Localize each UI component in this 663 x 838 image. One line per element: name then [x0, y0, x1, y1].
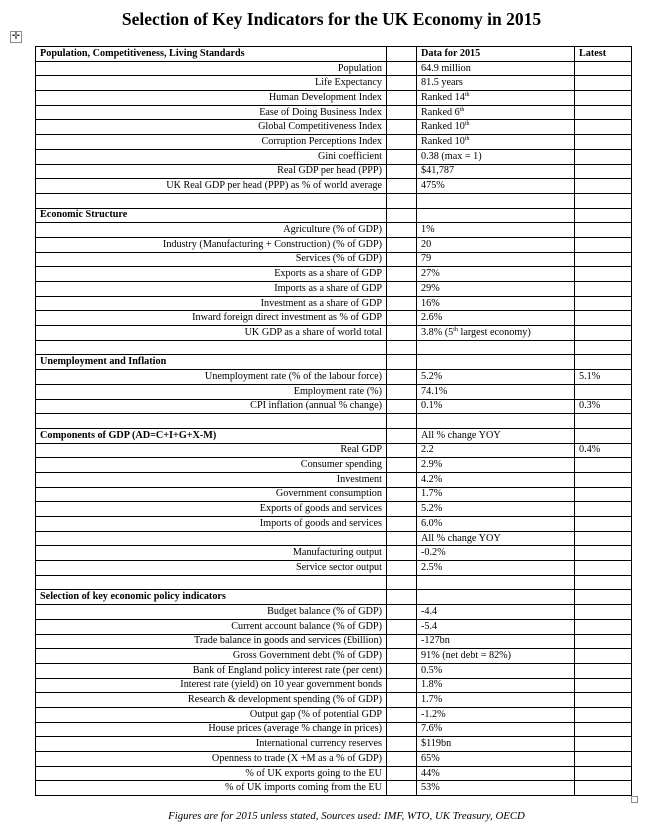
indicator-latest — [575, 458, 632, 473]
table-row — [36, 282, 632, 297]
table-row — [36, 487, 632, 502]
indicator-latest — [575, 663, 632, 678]
table-row — [36, 561, 632, 576]
indicator-value: 53% — [417, 781, 575, 796]
empty-cell — [575, 575, 632, 590]
indicator-label: % of UK exports going to the EU — [36, 766, 387, 781]
table-row — [36, 517, 632, 532]
indicator-label: Industry (Manufacturing + Construction) (% of GDP) — [36, 237, 387, 252]
indicator-value: 81.5 years — [417, 76, 575, 91]
spacer-cell — [387, 590, 417, 605]
indicator-label: Services (% of GDP) — [36, 252, 387, 267]
spacer-cell — [387, 678, 417, 693]
indicator-value: 1.7% — [417, 487, 575, 502]
indicator-latest — [575, 296, 632, 311]
indicator-value: 20 — [417, 237, 575, 252]
indicator-label: Current account balance (% of GDP) — [36, 619, 387, 634]
indicator-label: Investment — [36, 472, 387, 487]
section-header-row — [36, 208, 632, 223]
indicator-value: -4.4 — [417, 605, 575, 620]
subheader-value: All % change YOY — [417, 531, 575, 546]
document-title: Selection of Key Indicators for the UK Economy in 2015 — [121, 9, 542, 29]
column-header-data: Data for 2015 — [417, 47, 575, 62]
empty-cell — [417, 575, 575, 590]
indicator-value — [417, 135, 575, 150]
spacer-cell — [387, 575, 417, 590]
section-header-row — [36, 355, 632, 370]
table-row — [36, 105, 632, 120]
spacer-cell — [387, 443, 417, 458]
value-text: 3.8% (5 — [421, 326, 454, 338]
table-row — [36, 443, 632, 458]
section-header-components: Components of GDP (AD=C+I+G+X-M) — [36, 428, 387, 443]
indicator-label: Budget balance (% of GDP) — [36, 605, 387, 620]
spacer-cell — [387, 531, 417, 546]
indicator-latest — [575, 237, 632, 252]
table-row — [36, 223, 632, 238]
empty-cell — [575, 414, 632, 429]
spacer-cell — [387, 135, 417, 150]
spacer-cell — [387, 737, 417, 752]
indicator-label: Exports of goods and services — [36, 502, 387, 517]
spacer-cell — [387, 340, 417, 355]
section-header-economic-structure: Economic Structure — [36, 208, 387, 223]
spacer-cell — [387, 428, 417, 443]
indicator-label: Openness to trade (X +M as a % of GDP) — [36, 752, 387, 767]
blank-row — [36, 414, 632, 429]
value-text: largest economy) — [457, 326, 531, 338]
indicator-value: 5.2% — [417, 502, 575, 517]
indicator-latest — [575, 649, 632, 664]
indicator-value: -127bn — [417, 634, 575, 649]
indicator-latest — [575, 487, 632, 502]
spacer-cell — [387, 252, 417, 267]
spacer-cell — [387, 487, 417, 502]
indicator-latest — [575, 267, 632, 282]
section-header-policy: Selection of key economic policy indicators — [36, 590, 387, 605]
table-move-handle-icon[interactable]: ✛ — [11, 31, 21, 42]
indicator-label: House prices (average % change in prices) — [36, 722, 387, 737]
spacer-cell — [387, 399, 417, 414]
spacer-cell — [387, 370, 417, 385]
indicator-label: Real GDP per head (PPP) — [36, 164, 387, 179]
indicator-value: 74.1% — [417, 384, 575, 399]
indicator-label: Service sector output — [36, 561, 387, 576]
spacer-cell — [387, 752, 417, 767]
table-row — [36, 458, 632, 473]
value-text: Ranked 14 — [421, 91, 465, 103]
empty-cell — [36, 575, 387, 590]
indicator-value: 16% — [417, 296, 575, 311]
indicator-value: 6.0% — [417, 517, 575, 532]
ordinal-suffix: th — [459, 106, 465, 113]
table-row — [36, 472, 632, 487]
indicator-latest — [575, 472, 632, 487]
indicator-latest: 0.4% — [575, 443, 632, 458]
indicator-label: International currency reserves — [36, 737, 387, 752]
spacer-cell — [387, 91, 417, 106]
table-row — [36, 649, 632, 664]
indicator-label: UK GDP as a share of world total — [36, 326, 387, 341]
indicator-value — [417, 120, 575, 135]
indicator-label: CPI inflation (annual % change) — [36, 399, 387, 414]
section-header-row — [36, 428, 632, 443]
empty-cell — [575, 590, 632, 605]
table-row — [36, 91, 632, 106]
indicator-value: 4.2% — [417, 472, 575, 487]
table-row — [36, 678, 632, 693]
indicator-value: 44% — [417, 766, 575, 781]
spacer-cell — [387, 472, 417, 487]
spacer-cell — [387, 105, 417, 120]
spacer-cell — [387, 458, 417, 473]
indicator-value: -0.2% — [417, 546, 575, 561]
table-header-row — [36, 47, 632, 62]
indicator-latest — [575, 149, 632, 164]
indicator-label: Employment rate (%) — [36, 384, 387, 399]
ordinal-suffix: th — [464, 91, 470, 98]
indicator-label: Human Development Index — [36, 91, 387, 106]
indicator-latest — [575, 678, 632, 693]
indicator-label: Inward foreign direct investment as % of GDP — [36, 311, 387, 326]
indicator-value: 1.7% — [417, 693, 575, 708]
indicator-latest — [575, 707, 632, 722]
indicator-label: % of UK imports coming from the EU — [36, 781, 387, 796]
spacer-cell — [387, 781, 417, 796]
empty-cell — [36, 531, 387, 546]
blank-row — [36, 575, 632, 590]
indicator-label: Imports as a share of GDP — [36, 282, 387, 297]
value-text: Ranked 6 — [421, 106, 460, 118]
indicator-label: UK Real GDP per head (PPP) as % of world average — [36, 179, 387, 194]
spacer-cell — [387, 282, 417, 297]
value-text: Ranked 10 — [421, 121, 465, 133]
indicator-label: Unemployment rate (% of the labour force) — [36, 370, 387, 385]
indicator-latest — [575, 561, 632, 576]
spacer-cell — [387, 707, 417, 722]
indicator-label: Exports as a share of GDP — [36, 267, 387, 282]
indicator-latest — [575, 282, 632, 297]
indicator-label: Trade balance in goods and services (£billion) — [36, 634, 387, 649]
spacer-cell — [387, 179, 417, 194]
spacer-cell — [387, 296, 417, 311]
indicator-label: Population — [36, 61, 387, 76]
spacer-cell — [387, 414, 417, 429]
indicator-value: 65% — [417, 752, 575, 767]
table-row — [36, 120, 632, 135]
indicator-value: 91% (net debt = 82%) — [417, 649, 575, 664]
empty-cell — [417, 414, 575, 429]
section-value — [417, 208, 575, 223]
section-value — [417, 590, 575, 605]
empty-cell — [36, 414, 387, 429]
indicator-value: 27% — [417, 267, 575, 282]
spacer-cell — [387, 722, 417, 737]
table-row — [36, 76, 632, 91]
table-row — [36, 296, 632, 311]
table-row — [36, 370, 632, 385]
indicator-value: -5.4 — [417, 619, 575, 634]
empty-cell — [417, 340, 575, 355]
indicator-latest — [575, 605, 632, 620]
indicator-value — [417, 105, 575, 120]
indicator-label: Output gap (% of potential GDP — [36, 707, 387, 722]
indicator-value: 1.8% — [417, 678, 575, 693]
spacer-cell — [387, 619, 417, 634]
table-row — [36, 179, 632, 194]
indicator-value: 79 — [417, 252, 575, 267]
empty-cell — [575, 428, 632, 443]
footer-note: Figures are for 2015 unless stated, Sources used: IMF, WTO, UK Treasury, OECD — [168, 810, 525, 822]
table-row — [36, 634, 632, 649]
indicator-value: 0.5% — [417, 663, 575, 678]
indicator-latest — [575, 766, 632, 781]
section-value — [417, 355, 575, 370]
table-row — [36, 311, 632, 326]
empty-cell — [575, 355, 632, 370]
indicator-label: Government consumption — [36, 487, 387, 502]
table-row — [36, 752, 632, 767]
indicator-latest — [575, 105, 632, 120]
spacer-cell — [387, 164, 417, 179]
blank-row — [36, 193, 632, 208]
section-header-row — [36, 590, 632, 605]
ordinal-suffix: th — [464, 121, 470, 128]
indicator-label: Gross Government debt (% of GDP) — [36, 649, 387, 664]
indicator-latest — [575, 164, 632, 179]
spacer-cell — [387, 517, 417, 532]
empty-cell — [36, 340, 387, 355]
table-row — [36, 384, 632, 399]
spacer-cell — [387, 267, 417, 282]
table-row — [36, 546, 632, 561]
indicator-value: 64.9 million — [417, 61, 575, 76]
indicator-latest — [575, 693, 632, 708]
indicator-latest — [575, 517, 632, 532]
indicator-value: 2.5% — [417, 561, 575, 576]
spacer-cell — [387, 693, 417, 708]
indicator-value: 0.38 (max = 1) — [417, 149, 575, 164]
table-resize-handle[interactable] — [631, 796, 638, 803]
ordinal-suffix: th — [453, 326, 458, 333]
spacer-cell — [387, 546, 417, 561]
indicator-value: $119bn — [417, 737, 575, 752]
indicator-latest — [575, 619, 632, 634]
indicator-latest — [575, 76, 632, 91]
empty-cell — [575, 531, 632, 546]
table-row — [36, 722, 632, 737]
table-row — [36, 326, 632, 341]
spacer-cell — [387, 634, 417, 649]
empty-cell — [36, 193, 387, 208]
spacer-cell — [387, 649, 417, 664]
indicator-label: Global Competitiveness Index — [36, 120, 387, 135]
indicator-label: Gini coefficient — [36, 149, 387, 164]
spacer-cell — [387, 766, 417, 781]
spacer-cell — [387, 223, 417, 238]
spacer-cell — [387, 208, 417, 223]
spacer-cell — [387, 193, 417, 208]
table-row — [36, 502, 632, 517]
indicator-value: 475% — [417, 179, 575, 194]
indicator-value: 0.1% — [417, 399, 575, 414]
indicator-value — [417, 326, 575, 341]
ordinal-suffix: th — [464, 135, 470, 142]
table-row — [36, 61, 632, 76]
spacer-cell — [387, 502, 417, 517]
table-row — [36, 619, 632, 634]
indicators-table — [35, 46, 632, 796]
indicator-value: 7.6% — [417, 722, 575, 737]
indicator-latest — [575, 91, 632, 106]
indicator-label: Imports of goods and services — [36, 517, 387, 532]
indicator-latest: 0.3% — [575, 399, 632, 414]
spacer-cell — [387, 355, 417, 370]
blank-row — [36, 340, 632, 355]
indicator-value: 1% — [417, 223, 575, 238]
indicator-latest — [575, 737, 632, 752]
column-header-latest: Latest — [575, 47, 632, 62]
indicator-value: 2.6% — [417, 311, 575, 326]
indicator-label: Interest rate (yield) on 10 year government bonds — [36, 678, 387, 693]
empty-cell — [417, 193, 575, 208]
spacer-cell — [387, 561, 417, 576]
indicator-latest — [575, 252, 632, 267]
indicator-label: Investment as a share of GDP — [36, 296, 387, 311]
section-header-population: Population, Competitiveness, Living Standards — [36, 47, 387, 62]
indicator-value: 29% — [417, 282, 575, 297]
indicator-latest — [575, 781, 632, 796]
table-row — [36, 766, 632, 781]
spacer-cell — [387, 237, 417, 252]
indicator-latest — [575, 326, 632, 341]
indicator-latest: 5.1% — [575, 370, 632, 385]
indicator-label: Consumer spending — [36, 458, 387, 473]
indicator-value: 5.2% — [417, 370, 575, 385]
table-row — [36, 605, 632, 620]
section-header-unemployment: Unemployment and Inflation — [36, 355, 387, 370]
indicator-latest — [575, 384, 632, 399]
empty-cell — [575, 208, 632, 223]
spacer-cell — [387, 120, 417, 135]
table-row — [36, 252, 632, 267]
indicator-latest — [575, 311, 632, 326]
indicator-latest — [575, 61, 632, 76]
spacer-cell — [387, 384, 417, 399]
table-row — [36, 267, 632, 282]
indicator-label: Ease of Doing Business Index — [36, 105, 387, 120]
indicator-label: Real GDP — [36, 443, 387, 458]
indicator-latest — [575, 752, 632, 767]
spacer-cell — [387, 326, 417, 341]
indicator-value: -1.2% — [417, 707, 575, 722]
table-row — [36, 135, 632, 150]
table-row — [36, 237, 632, 252]
spacer-cell — [387, 605, 417, 620]
indicator-label: Agriculture (% of GDP) — [36, 223, 387, 238]
indicator-value — [417, 91, 575, 106]
table-row — [36, 149, 632, 164]
indicator-latest — [575, 634, 632, 649]
indicator-latest — [575, 223, 632, 238]
table-row — [36, 737, 632, 752]
indicator-value: 2.9% — [417, 458, 575, 473]
value-text: Ranked 10 — [421, 135, 465, 147]
spacer-cell — [387, 76, 417, 91]
indicator-latest — [575, 722, 632, 737]
spacer-cell — [387, 47, 417, 62]
empty-cell — [575, 340, 632, 355]
spacer-cell — [387, 149, 417, 164]
indicator-latest — [575, 502, 632, 517]
table-row — [36, 399, 632, 414]
indicator-label: Corruption Perceptions Index — [36, 135, 387, 150]
indicator-label: Bank of England policy interest rate (per cent) — [36, 663, 387, 678]
table-row — [36, 707, 632, 722]
spacer-cell — [387, 311, 417, 326]
table-row — [36, 781, 632, 796]
indicator-label: Life Expectancy — [36, 76, 387, 91]
subheader-row — [36, 531, 632, 546]
indicator-latest — [575, 120, 632, 135]
indicator-latest — [575, 135, 632, 150]
empty-cell — [575, 193, 632, 208]
text-caret — [631, 722, 632, 735]
indicator-value: 2.2 — [417, 443, 575, 458]
spacer-cell — [387, 61, 417, 76]
indicator-value: $41,787 — [417, 164, 575, 179]
table-row — [36, 164, 632, 179]
indicator-label: Research & development spending (% of GDP) — [36, 693, 387, 708]
indicator-latest — [575, 546, 632, 561]
indicator-label: Manufacturing output — [36, 546, 387, 561]
section-value: All % change YOY — [417, 428, 575, 443]
table-row — [36, 663, 632, 678]
spacer-cell — [387, 663, 417, 678]
table-row — [36, 693, 632, 708]
indicator-latest — [575, 179, 632, 194]
